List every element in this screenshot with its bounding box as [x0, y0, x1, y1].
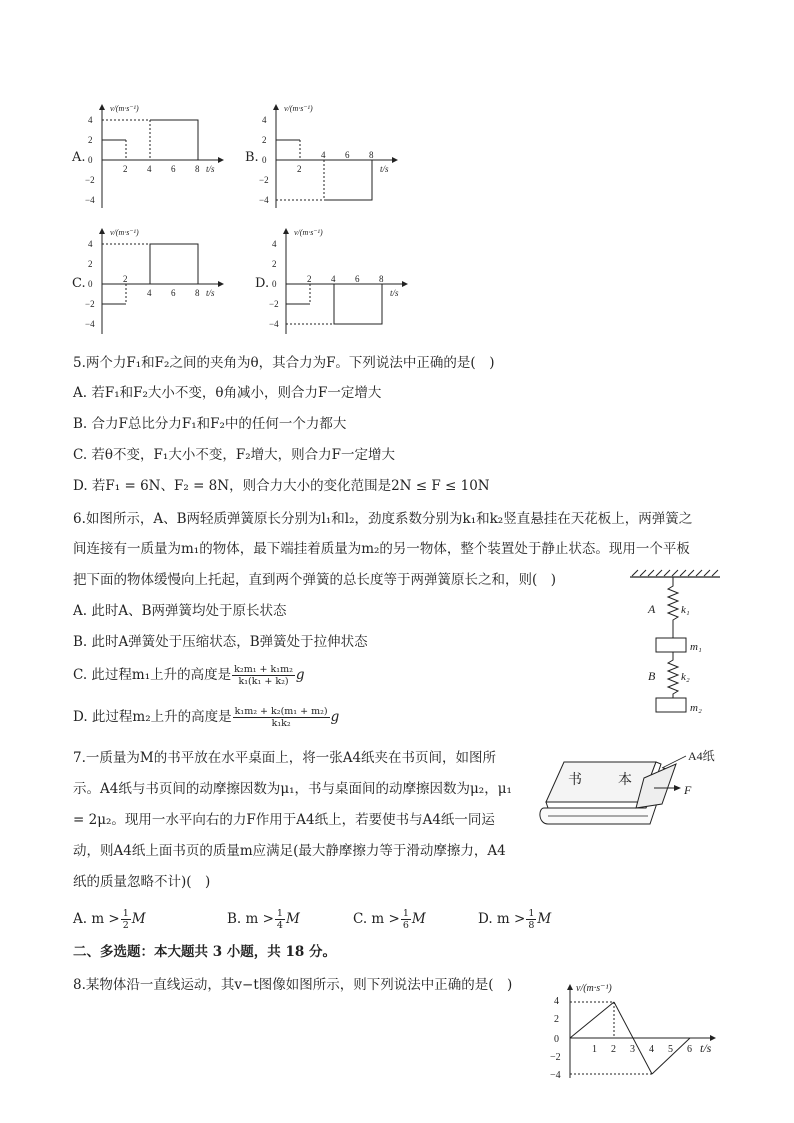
q6-stem-line3: 把下面的物体缓慢向上托起，直到两个弹簧的总长度等于两弹簧原长之和，则( ) — [73, 572, 557, 588]
svg-text:−2: −2 — [85, 299, 95, 309]
svg-text:0: 0 — [272, 279, 277, 289]
q7-option-c[interactable]: C. m > $\frac{1}{6}$ M — [353, 908, 426, 931]
svg-text:4: 4 — [554, 996, 559, 1007]
svg-text:4: 4 — [331, 274, 336, 284]
q5-option-d[interactable]: D. 若F₁ = 6N、F₂ = 8N，则合力大小的变化范围是2N ≤ F ≤ 10N — [73, 478, 490, 494]
svg-text:A4纸: A4纸 — [688, 749, 715, 763]
option-d-label: D. — [255, 276, 270, 291]
svg-text:4: 4 — [321, 150, 326, 160]
svg-text:2: 2 — [123, 164, 128, 174]
fraction: $\frac{\text{k₁m₂ + k₂(m₁ + m₂)}}{\text{k₁k₂}}$ — [234, 706, 328, 729]
svg-text:0: 0 — [88, 155, 93, 165]
q8-stem: 8.某物体沿一直线运动，其v−t图像如图所示，则下列说法中正确的是( ) — [73, 977, 513, 993]
q6-stem-line2: 间连接有一质量为m₁的物体，最下端挂着质量为m₂的另一物体，整个装置处于静止状态。现用一个平板 — [73, 541, 690, 557]
svg-text:2: 2 — [611, 1044, 616, 1055]
option-a-label: A. — [72, 150, 86, 165]
spring-figure — [628, 568, 724, 720]
q8-vt-graph — [550, 980, 730, 1080]
svg-text:2: 2 — [123, 274, 128, 284]
svg-text:2: 2 — [554, 1014, 559, 1025]
svg-text:t/s: t/s — [390, 288, 399, 298]
graph-axes — [102, 110, 218, 208]
svg-text:3: 3 — [630, 1044, 635, 1055]
svg-text:6: 6 — [171, 164, 176, 174]
section-heading: 二、多选题：本大题共 3 小题，共 18 分。 — [73, 944, 336, 960]
svg-text:2: 2 — [297, 164, 302, 174]
q7-stem-line3: = 2μ₂。现用一水平向右的力F作用于A4纸上，若要使书与A4纸一同运 — [73, 812, 495, 828]
svg-text:5: 5 — [668, 1044, 673, 1055]
svg-text:B: B — [648, 669, 656, 683]
svg-text:−2: −2 — [85, 175, 95, 185]
svg-text:8: 8 — [195, 164, 200, 174]
svg-text:0: 0 — [88, 279, 93, 289]
vt-graph-d — [269, 224, 422, 339]
svg-text:1: 1 — [592, 1044, 597, 1055]
q5-option-b[interactable]: B. 合力F总比分力F₁和F₂中的任何一个力都大 — [73, 416, 347, 432]
q5-option-a[interactable]: A. 若F₁和F₂大小不变，θ角减小，则合力F一定增大 — [73, 385, 382, 401]
svg-text:v/(m·s⁻¹): v/(m·s⁻¹) — [294, 228, 323, 237]
svg-text:k₂: k₂ — [681, 671, 690, 683]
svg-text:−2: −2 — [269, 299, 279, 309]
svg-text:2: 2 — [88, 259, 93, 269]
vt-graph-a — [85, 100, 238, 212]
svg-text:−4: −4 — [259, 195, 269, 205]
svg-text:k₁: k₁ — [681, 604, 690, 616]
q7-option-b[interactable]: B. m > $\frac{1}{4}$ M — [227, 908, 300, 931]
svg-text:书: 书 — [568, 773, 582, 788]
q7-option-a[interactable]: A. m > $\frac{1}{2}$ M — [73, 908, 146, 931]
svg-text:−4: −4 — [85, 195, 95, 205]
svg-text:0: 0 — [554, 1034, 559, 1045]
svg-text:本: 本 — [618, 773, 632, 788]
svg-text:2: 2 — [307, 274, 312, 284]
book-figure — [536, 742, 726, 842]
svg-text:4: 4 — [88, 239, 93, 249]
svg-text:−4: −4 — [269, 319, 279, 329]
fraction: $\frac{\text{k₂m₁ + k₁m₂}}{\text{k₁(k₁ + k₂)}}$ — [234, 664, 293, 687]
svg-text:v/(m·s⁻¹): v/(m·s⁻¹) — [110, 228, 139, 237]
mass-m2 — [656, 698, 686, 712]
svg-text:F: F — [684, 783, 692, 797]
q5-option-c[interactable]: C. 若θ不变，F₁大小不变，F₂增大，则合力F一定增大 — [73, 447, 395, 463]
svg-text:2: 2 — [272, 259, 277, 269]
svg-text:t/s: t/s — [206, 288, 215, 298]
svg-text:4: 4 — [147, 288, 152, 298]
option-c-label: C. — [72, 276, 86, 291]
svg-text:0: 0 — [262, 155, 267, 165]
svg-text:−4: −4 — [85, 319, 95, 329]
y-axis-label: v/(m·s⁻¹) — [110, 104, 139, 113]
spring-b — [668, 652, 678, 698]
svg-text:v/(m·s⁻¹): v/(m·s⁻¹) — [284, 104, 313, 113]
q5-stem: 5.两个力F₁和F₂之间的夹角为θ，其合力为F。下列说法中正确的是( ) — [73, 355, 495, 371]
q7-stem-line5: 纸的质量忽略不计)( ) — [73, 874, 211, 890]
svg-text:6: 6 — [345, 150, 350, 160]
q6-option-c[interactable]: C. 此过程m₁上升的高度是 $\frac{\text{k₂m₁ + k₁m₂}}{\text{k₁(k₁ + k₂)}}$ g — [73, 664, 305, 687]
vt-graph-c — [85, 224, 238, 339]
svg-text:8: 8 — [379, 274, 384, 284]
spring-a — [668, 577, 678, 638]
x-axis-label: t/s — [206, 164, 215, 174]
svg-text:4: 4 — [649, 1044, 654, 1055]
svg-text:m₁: m₁ — [690, 641, 702, 653]
svg-text:2: 2 — [262, 135, 267, 145]
q7-stem-line4: 动，则A4纸上面书页的质量m应满足(最大静摩擦力等于滑动摩擦力，A4 — [73, 843, 506, 859]
svg-text:−2: −2 — [259, 175, 269, 185]
svg-text:m₂: m₂ — [690, 702, 702, 714]
svg-text:4: 4 — [272, 239, 277, 249]
svg-text:t/s: t/s — [380, 164, 389, 174]
svg-text:v/(m·s⁻¹): v/(m·s⁻¹) — [576, 983, 612, 994]
q6-option-a[interactable]: A. 此时A、B两弹簧均处于原长状态 — [73, 603, 287, 619]
svg-text:8: 8 — [369, 150, 374, 160]
option-b-label: B. — [245, 150, 259, 165]
svg-text:2: 2 — [88, 135, 93, 145]
svg-text:A: A — [648, 602, 656, 616]
q6-option-b[interactable]: B. 此时A弹簧处于压缩状态，B弹簧处于拉伸状态 — [73, 634, 368, 650]
q8-line-seg1 — [570, 1002, 614, 1038]
svg-text:6: 6 — [171, 288, 176, 298]
q7-stem-line2: 示。A4纸与书页间的动摩擦因数为μ₁，书与桌面间的动摩擦因数为μ₂，μ₁ — [73, 781, 512, 797]
svg-text:6: 6 — [355, 274, 360, 284]
svg-text:−2: −2 — [550, 1052, 561, 1063]
svg-text:4: 4 — [147, 164, 152, 174]
svg-text:6: 6 — [687, 1044, 692, 1055]
ceiling-hatch — [632, 570, 718, 576]
q7-option-d[interactable]: D. m > $\frac{1}{8}$ M — [478, 908, 552, 931]
vt-graph-b — [259, 100, 412, 212]
q7-stem-line1: 7.一质量为M的书平放在水平桌面上，将一张A4纸夹在书页间，如图所 — [73, 750, 497, 766]
svg-text:−4: −4 — [550, 1070, 561, 1081]
svg-text:4: 4 — [88, 115, 93, 125]
svg-text:8: 8 — [195, 288, 200, 298]
svg-text:t/s: t/s — [700, 1041, 712, 1055]
svg-text:4: 4 — [262, 115, 267, 125]
q6-stem-line1: 6.如图所示，A、B两轻质弹簧原长分别为l₁和l₂，劲度系数分别为k₁和k₂竖直悬挂在天花板上，两弹簧之 — [73, 511, 693, 527]
q6-option-d[interactable]: D. 此过程m₂上升的高度是 $\frac{\text{k₁m₂ + k₂(m₁ + m₂)}}{\text{k₁k₂}}$ g — [73, 706, 340, 729]
force-arrow — [674, 785, 681, 791]
mass-m1 — [656, 638, 686, 652]
